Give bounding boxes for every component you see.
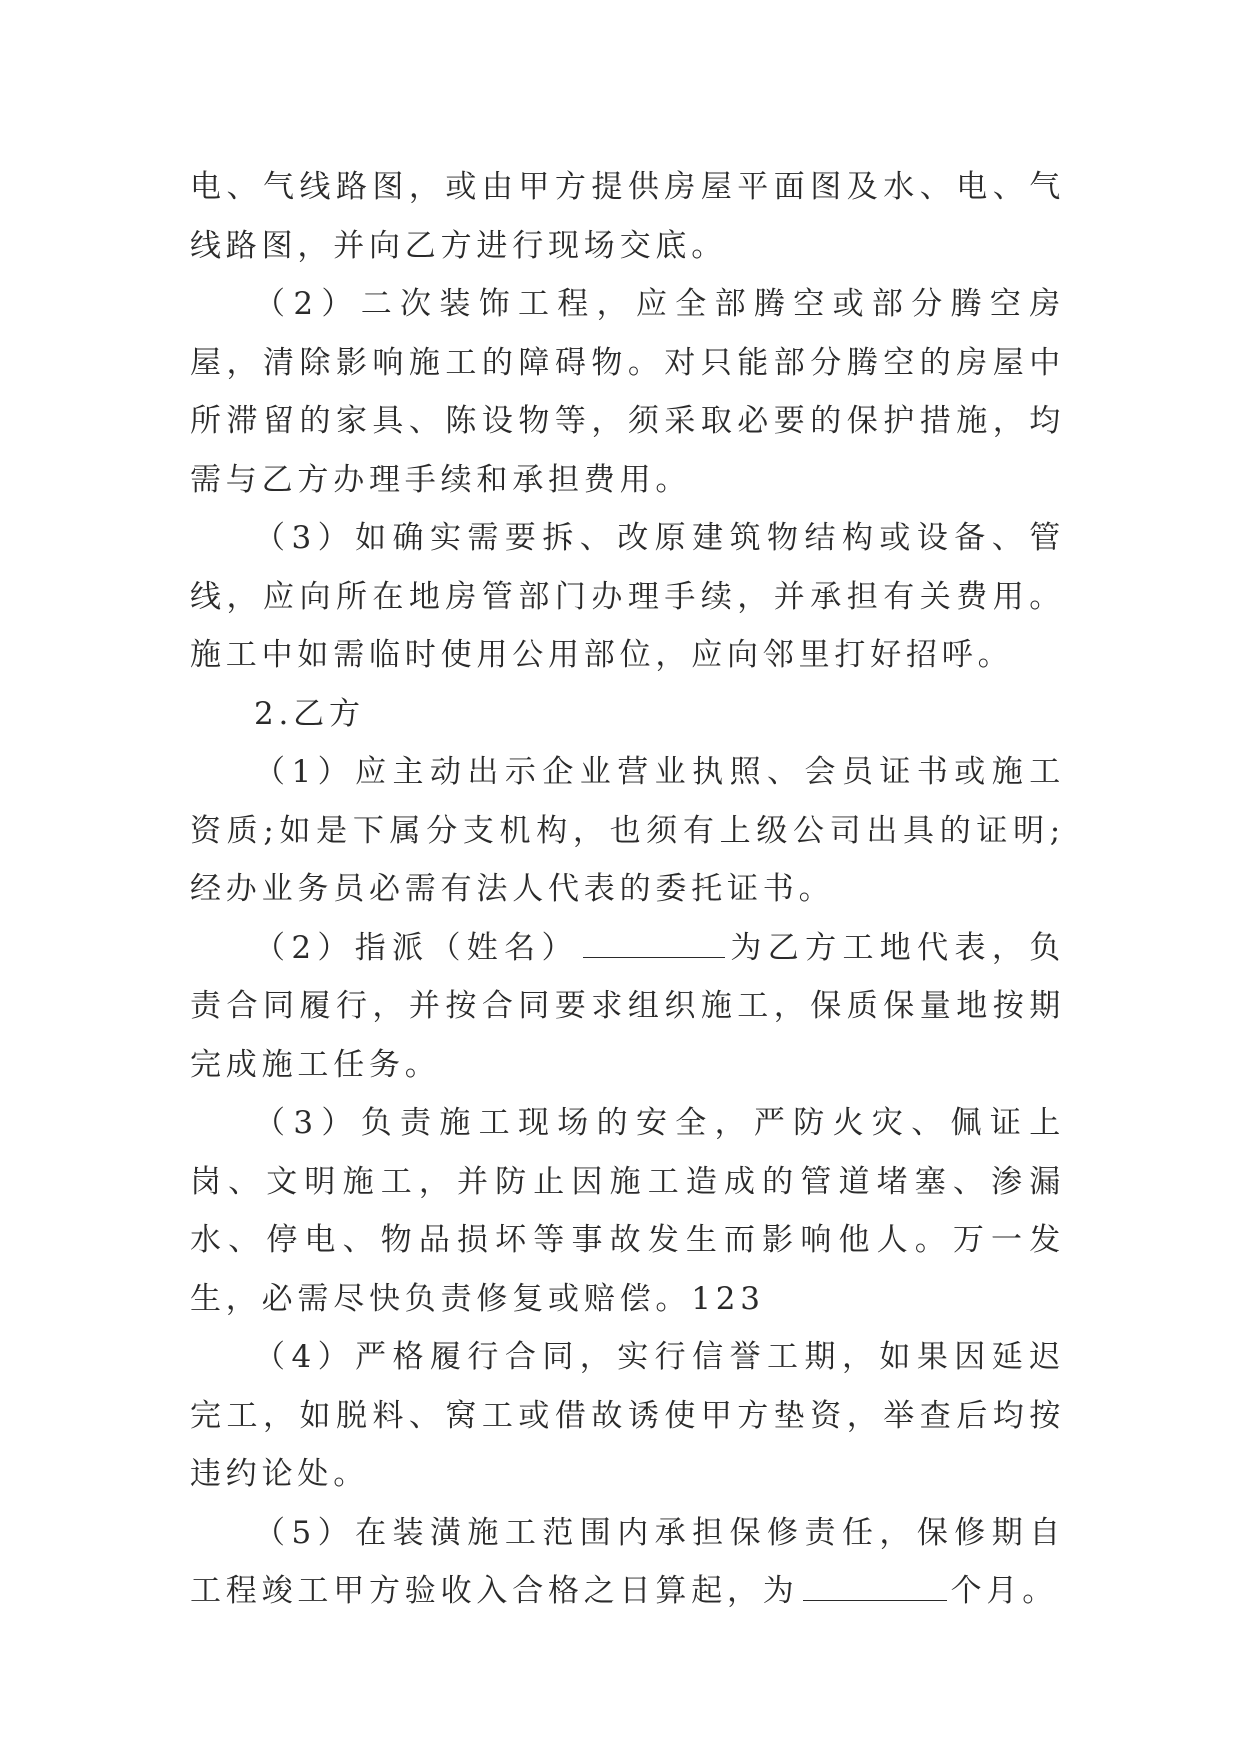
paragraph-party-b-schedule: （4）严格履行合同，实行信誉工期，如果因延迟完工，如脱料、窝工或借故诱使甲方垫资，举查后均按违约论处。: [190, 1339, 1065, 1492]
section-heading-party-b: 2.乙方: [254, 695, 365, 732]
paragraph-party-b-license: （1）应主动出示企业营业执照、会员证书或施工资质;如是下属分支机构，也须有上级公司出具的证明;经办业务员必需有法人代表的委托证书。: [190, 754, 1065, 907]
paragraph-text-before-blank: （2）指派（姓名）: [254, 929, 579, 966]
paragraph-party-b-safety: （3）负责施工现场的安全，严防火灾、佩证上岗、文明施工，并防止因施工造成的管道堵塞、渗漏水、停电、物品损坏等事故发生而影响他人。万一发生，必需尽快负责修复或赔偿。123: [190, 1105, 1065, 1317]
contract-text-body: [190, 158, 1065, 1621]
paragraph-party-a-structure: （3）如确实需要拆、改原建筑物结构或设备、管线，应向所在地房管部门办理手续，并承担有关费用。施工中如需临时使用公用部位，应向邻里打好招呼。: [190, 520, 1065, 673]
paragraph-party-a-clearing: （2）二次装饰工程，应全部腾空或部分腾空房屋，清除影响施工的障碍物。对只能部分腾空的房屋中所滞留的家具、陈设物等，须采取必要的保护措施，均需与乙方办理手续和承担费用。: [190, 286, 1065, 498]
paragraph-text-after-blank: 为乙方工地代表，负责合同履行，并按合同要求组织施工，保质保量地按期完成施工任务。: [190, 929, 1065, 1083]
blank-name-field: [583, 923, 725, 958]
paragraph-party-b-representative: [190, 919, 1065, 1095]
paragraph-text-after-blank: 个月。: [950, 1573, 1059, 1609]
paragraph-text-before-blank: （5）在装潢施工范围内承担保修责任，保修期自工程竣工甲方验收入合格之日算起，为: [190, 1514, 1065, 1609]
blank-months-field: [803, 1566, 947, 1601]
paragraph-party-a-drawings: 电、气线路图，或由甲方提供房屋平面图及水、电、气线路图，并向乙方进行现场交底。: [190, 169, 1065, 264]
paragraph-party-b-warranty: [190, 1504, 1065, 1621]
